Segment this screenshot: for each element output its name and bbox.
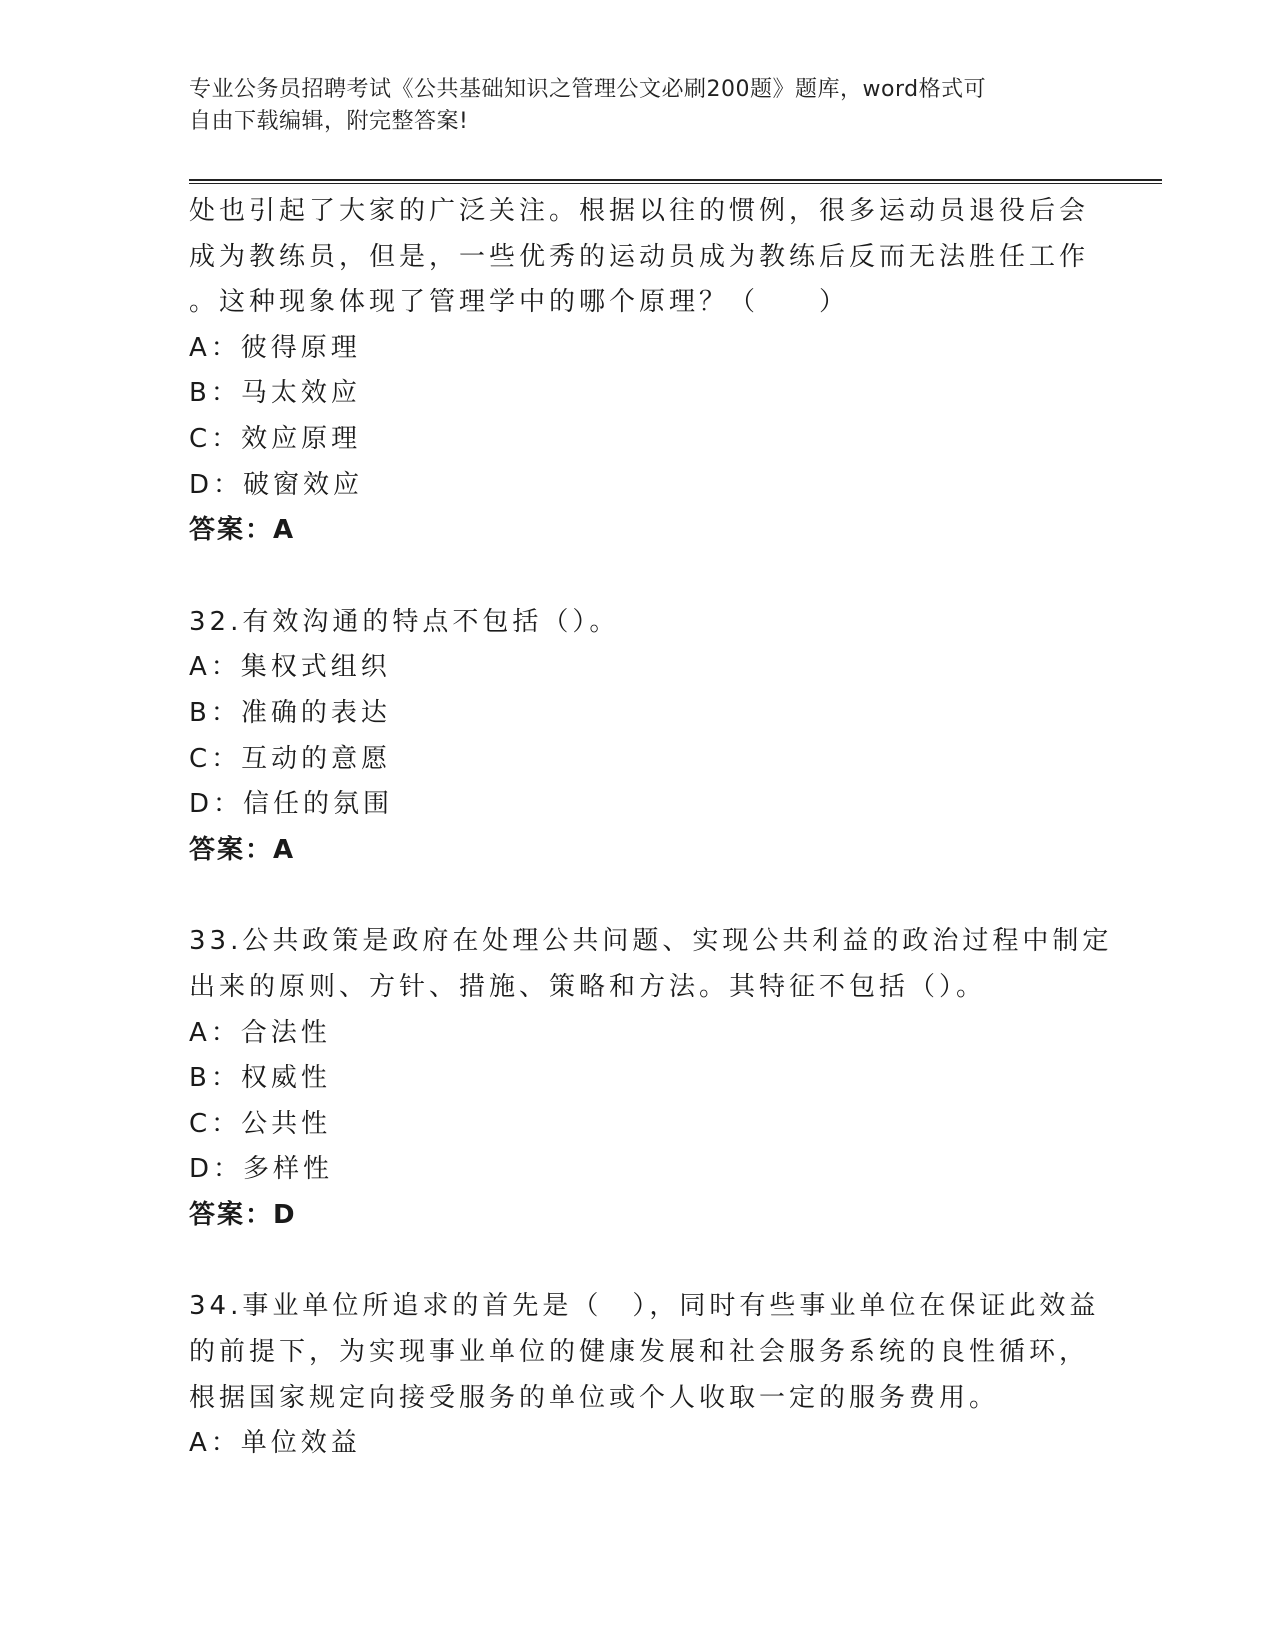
option-c: C：互动的意愿 [189,743,392,774]
answer-text: 答案：D [189,1199,297,1230]
option-d: D：多样性 [189,1154,334,1185]
document-header [189,74,1069,138]
option-a: A：合法性 [189,1017,331,1048]
question-stem-line: 。这种现象体现了管理学中的哪个原理？（ ） [189,287,850,318]
option-a: A：单位效益 [189,1428,361,1459]
header-divider [189,179,1162,184]
option-d: D：破窗效应 [189,469,364,500]
option-b: B：马太效应 [189,378,361,409]
question-stem-line: 出来的原则、方针、措施、策略和方法。其特征不包括（）。 [189,971,987,1002]
option-b: B：准确的表达 [189,697,391,728]
question-stem-line: 34.事业单位所追求的首先是（ ），同时有些事业单位在保证此效益 [189,1291,1100,1322]
question-32 [189,600,1089,874]
question-gap [189,1238,1089,1284]
document-body [189,189,1113,1467]
question-stem-line: 处也引起了大家的广泛关注。根据以往的惯例，很多运动员退役后会 [189,196,1090,226]
header-title-line-1: 专业公务员招聘考试《公共基础知识之管理公文必刷200题》题库，word格式可 [189,77,987,102]
answer-text: 答案：A [189,834,296,865]
header-title-line-2: 自由下载编辑，附完整答案! [189,109,469,134]
question-stem-line: 根据国家规定向接受服务的单位或个人收取一定的服务费用。 [189,1382,1000,1413]
option-b: B：权威性 [189,1063,331,1094]
option-c: C：效应原理 [189,423,362,454]
option-c: C：公共性 [189,1108,332,1139]
option-d: D：信任的氛围 [189,789,394,820]
question-stem-line: 32.有效沟通的特点不包括（）。 [189,606,620,637]
question-31 [189,189,1089,554]
question-gap [189,554,1089,600]
answer-text: 答案：A [189,515,296,546]
option-a: A：集权式组织 [189,652,391,683]
question-gap [189,873,1089,919]
option-a: A：彼得原理 [189,332,361,363]
question-stem-line: 的前提下，为实现事业单位的健康发展和社会服务系统的良性循环， [189,1337,1090,1368]
question-33 [189,919,1113,1238]
question-34 [189,1284,1100,1466]
question-stem-line: 33.公共政策是政府在处理公共问题、实现公共利益的政治过程中制定 [189,926,1113,957]
question-stem-line: 成为教练员，但是，一些优秀的运动员成为教练后反而无法胜任工作 [189,241,1090,272]
